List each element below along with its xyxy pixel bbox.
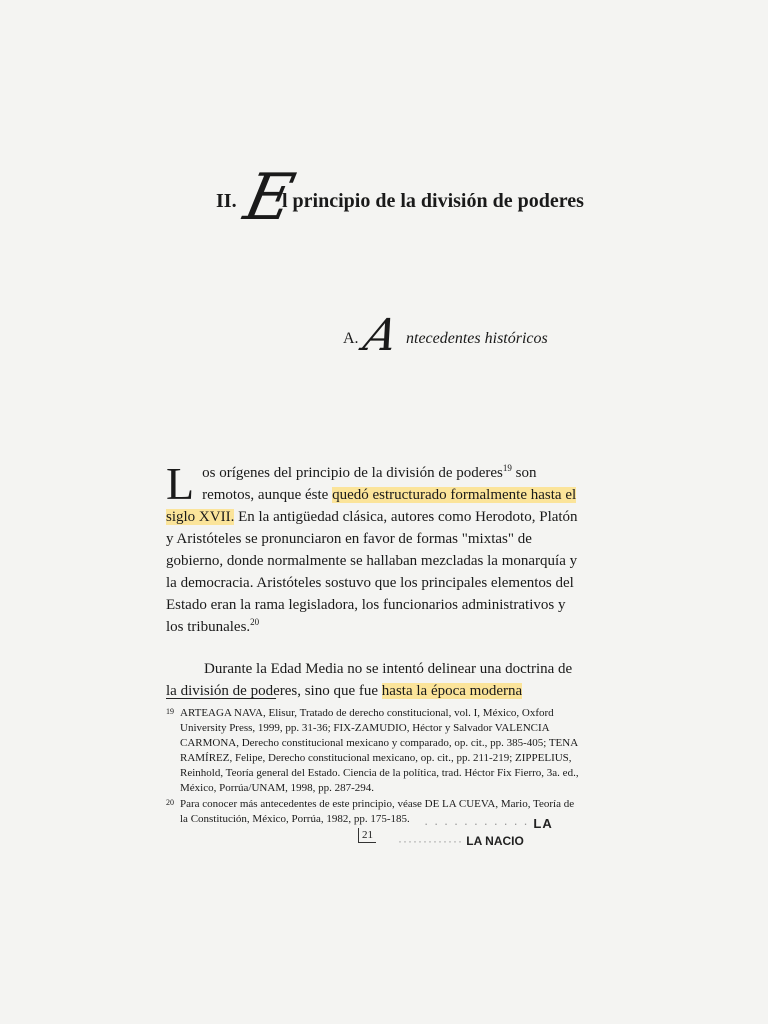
paragraph-2 <box>166 658 578 702</box>
chapter-title <box>216 161 596 242</box>
footnote-ref-20[interactable]: 20 <box>250 617 260 627</box>
library-stamp-bottom <box>398 834 602 848</box>
section-letter: A. <box>343 330 359 347</box>
footnotes <box>166 706 580 828</box>
highlighted-text-1: quedó estructurado formalmente hasta el siglo XVII. <box>166 487 577 525</box>
highlighted-text-2: hasta la época moderna <box>381 683 523 699</box>
chapter-number: II. <box>216 190 237 212</box>
paragraph-1-text-a: os orígenes del principio de la división de poderes <box>202 465 503 481</box>
footnote-text: ARTEAGA NAVA, Elisur, Tratado de derecho constitucional, vol. I, México, Oxford University Press, 1999, pp. 31-36; FIX-ZAMUDIO, Héctor y Salvador VALENCIA CARMONA, Derecho constitucional mexicano y comparado, op. cit., pp. 385-405; TENA RAMÍREZ, Felipe, Derecho constitucional mexicano, op. cit., pp. 211-219; ZIPPELIUS, Reinhold, Teoría general del Estado. Ciencia de la política, trad. Héctor Fix Fierro, 3a. ed., México, Porrúa/UNAM, 1998, pp. 287-294. <box>180 707 579 794</box>
footnote-text: Para conocer más antecedentes de este principio, véase DE LA CUEVA, Mario, Teoría de la Constitución, México, Porrúa, 1982, pp. 175-185. <box>180 798 575 825</box>
stamp-noise: · · · · · · · · · · · <box>424 816 529 831</box>
paragraph-1-text-c: En la antigüedad clásica, autores como Herodoto, Platón y Aristóteles se pronunciaron en favor de formas "mixtas" de gobierno, donde normalmente se hallaban mezcladas la monarquía y la democracia. Aristóteles sostuvo que los principales elementos del Estado eran la rama legisladora, los funcionarios administrativos y los tribunales. <box>166 509 578 635</box>
stamp-text-2: LA NACIO <box>466 834 524 848</box>
footnote-19 <box>166 706 580 796</box>
stamp-text-1: LA <box>533 816 553 831</box>
chapter-title-text: l principio de la división de poderes <box>282 190 584 212</box>
library-stamp-top <box>424 816 584 831</box>
chapter-ornate-initial: E <box>238 161 301 235</box>
footnote-ref-19[interactable]: 19 <box>502 463 512 473</box>
stamp-noise: ············· <box>398 834 463 848</box>
section-heading <box>343 310 583 366</box>
drop-cap: L <box>166 458 195 509</box>
paragraph-2-text: Durante la Edad Media no se intentó delinear una doctrina de la división de poderes, sino que fue <box>166 661 573 699</box>
page-number: 21 <box>358 828 376 843</box>
footnote-number: 19 <box>166 707 174 716</box>
body-text <box>166 458 578 702</box>
footnote-divider <box>166 698 276 699</box>
section-ornate-initial: A <box>358 310 404 361</box>
paragraph-1 <box>166 458 578 638</box>
footnote-number: 20 <box>166 798 174 807</box>
section-heading-text: ntecedentes históricos <box>406 330 548 347</box>
paragraph-1-text-b: son remotos, aunque éste <box>202 465 537 503</box>
